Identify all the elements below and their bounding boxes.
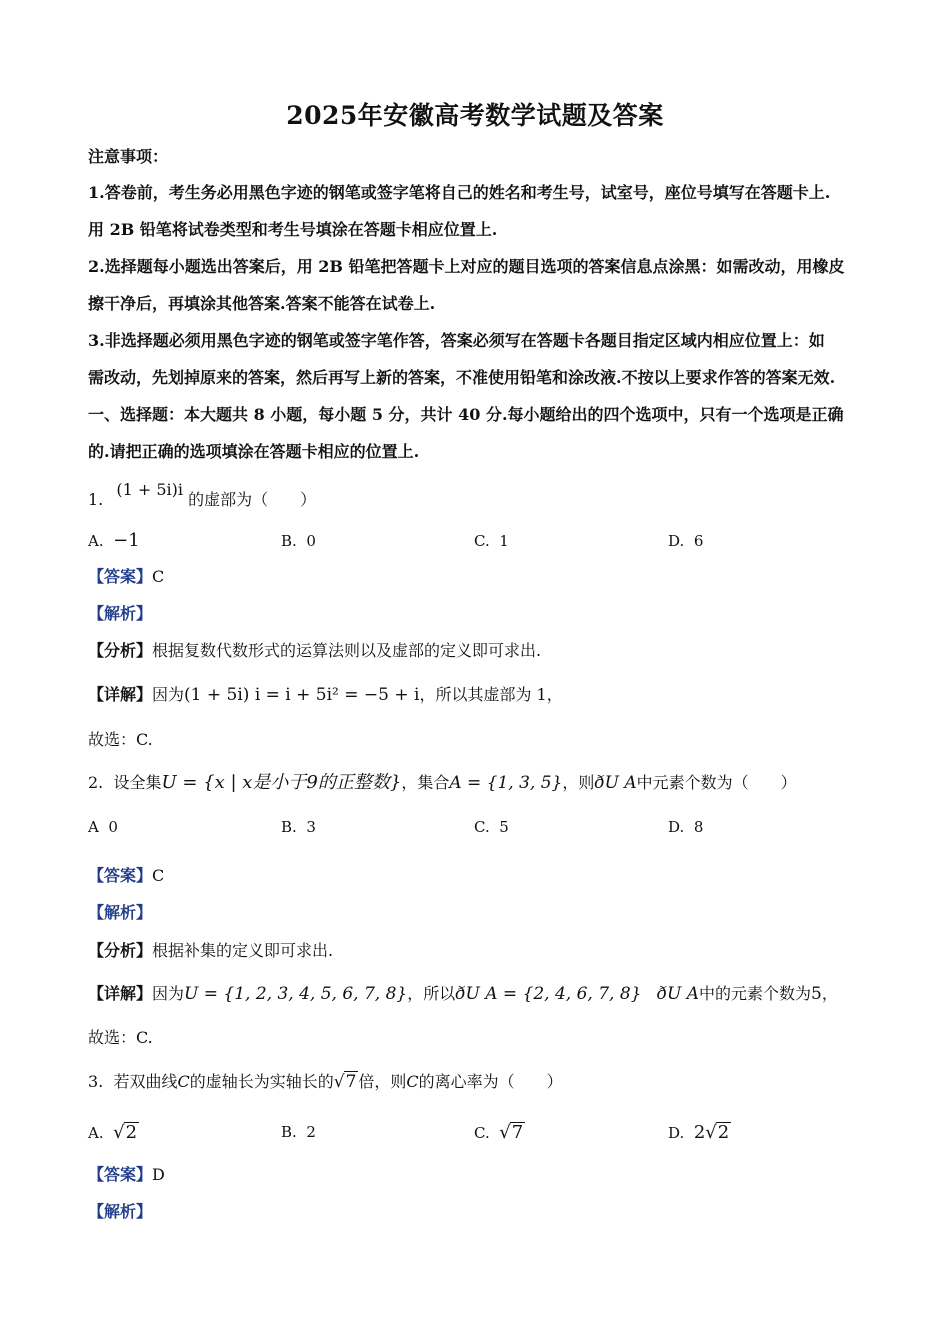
option-d: D. 6 [668, 532, 704, 550]
question-1 [88, 480, 317, 510]
option-b: B. 2 [281, 1123, 316, 1141]
note-1b: 用 2B 铅笔将试卷类型和考生号填涂在答题卡相应位置上. [88, 220, 498, 239]
xiangjie-2: 【详解】因为U = {1, 2, 3, 4, 5, 6, 7, 8}，所以ðU A = {2, 4, 6, 7, 8} ðU A中的元素个数为5， [88, 984, 838, 1004]
fenxi-2: 【分析】根据补集的定义即可求出. [88, 941, 334, 960]
option-a: A. √2 [88, 1122, 138, 1143]
analysis-3: 【解析】 [88, 1202, 153, 1221]
note-2a: 2.选择题每小题选出答案后，用 2B 铅笔把答题卡上对应的题目选项的答案信息点涂黑：如需改动，用橡皮 [88, 257, 845, 276]
option-c: C. 5 [474, 818, 509, 836]
option-d: D. 2√2 [668, 1122, 730, 1143]
question-2: 2. 设全集U = {x | x是小于9的正整数}，集合A = {1, 3, 5}，则ðU A中元素个数为（ ） [88, 772, 797, 793]
option-c: C. 1 [474, 532, 509, 550]
question-number: 1. [88, 490, 104, 509]
analysis-tag: 【解析】 [88, 604, 153, 623]
section1-instructions-b: 的.请把正确的选项填涂在答题卡相应的位置上. [88, 442, 420, 461]
note-1a: 1.答卷前，考生务必用黑色字迹的钢笔或签字笔将自己的姓名和考生号，试室号，座位号填写在答题卡上. [88, 183, 831, 202]
option-c: C. √7 [474, 1122, 524, 1143]
answer-value: C [152, 567, 165, 586]
answer-tag: 【答案】 [88, 567, 153, 586]
question-3: 3. 若双曲线C的虚轴长为实轴长的√7 倍，则C的离心率为（ ） [88, 1072, 563, 1092]
complement-expression: ðU A [594, 773, 637, 793]
note-3b: 需改动，先划掉原来的答案，然后再写上新的答案，不准使用铅笔和涂改液.不按以上要求作答的答案无效. [88, 368, 836, 387]
conclude-2: 故选：C. [88, 1028, 153, 1047]
option-a: A 0 [88, 818, 118, 836]
set-a-expression: A = {1, 3, 5} [449, 773, 563, 793]
option-b: B. 0 [281, 532, 316, 550]
section1-instructions-a: 一、选择题：本大题共 8 小题，每小题 5 分，共计 40 分.每小题给出的四个选项中，只有一个选项是正确 [88, 405, 844, 424]
answer-3: 【答案】D [88, 1165, 165, 1184]
answer-1 [88, 567, 164, 587]
option-a: A. −1 [88, 530, 140, 551]
xiangjie-1: 【详解】因为(1 + 5i) i = i + 5i² = −5 + i，所以其虚部为 1， [88, 685, 563, 705]
solution-expression: (1 + 5i) i = i + 5i² = −5 + i [184, 685, 420, 705]
answer-2: 【答案】C [88, 866, 165, 885]
note-3a: 3.非选择题必须用黑色字迹的钢笔或签字笔作答，答案必须写在答题卡各题目指定区域内相应位置上：如 [88, 331, 825, 350]
analysis-2: 【解析】 [88, 903, 153, 922]
analysis-1 [88, 604, 152, 624]
set-u-expression: U = {x | x是小于9的正整数} [161, 772, 402, 793]
complex-expression: (1 + 5i)i [116, 480, 184, 499]
option-d: D. 8 [668, 818, 704, 836]
fenxi-1: 【分析】根据复数代数形式的运算法则以及虚部的定义即可求出. [88, 641, 542, 660]
notes-heading: 注意事项： [88, 147, 169, 166]
note-2b: 擦干净后，再填涂其他答案.答案不能答在试卷上. [88, 294, 436, 313]
page-title: 2025年安徽高考数学试题及答案 [286, 101, 664, 130]
sqrt-argument: 7 [345, 1072, 357, 1092]
conclude-1: 故选：C. [88, 730, 153, 749]
question-stem: 的虚部为（ ） [188, 490, 317, 509]
option-b: B. 3 [281, 818, 316, 836]
